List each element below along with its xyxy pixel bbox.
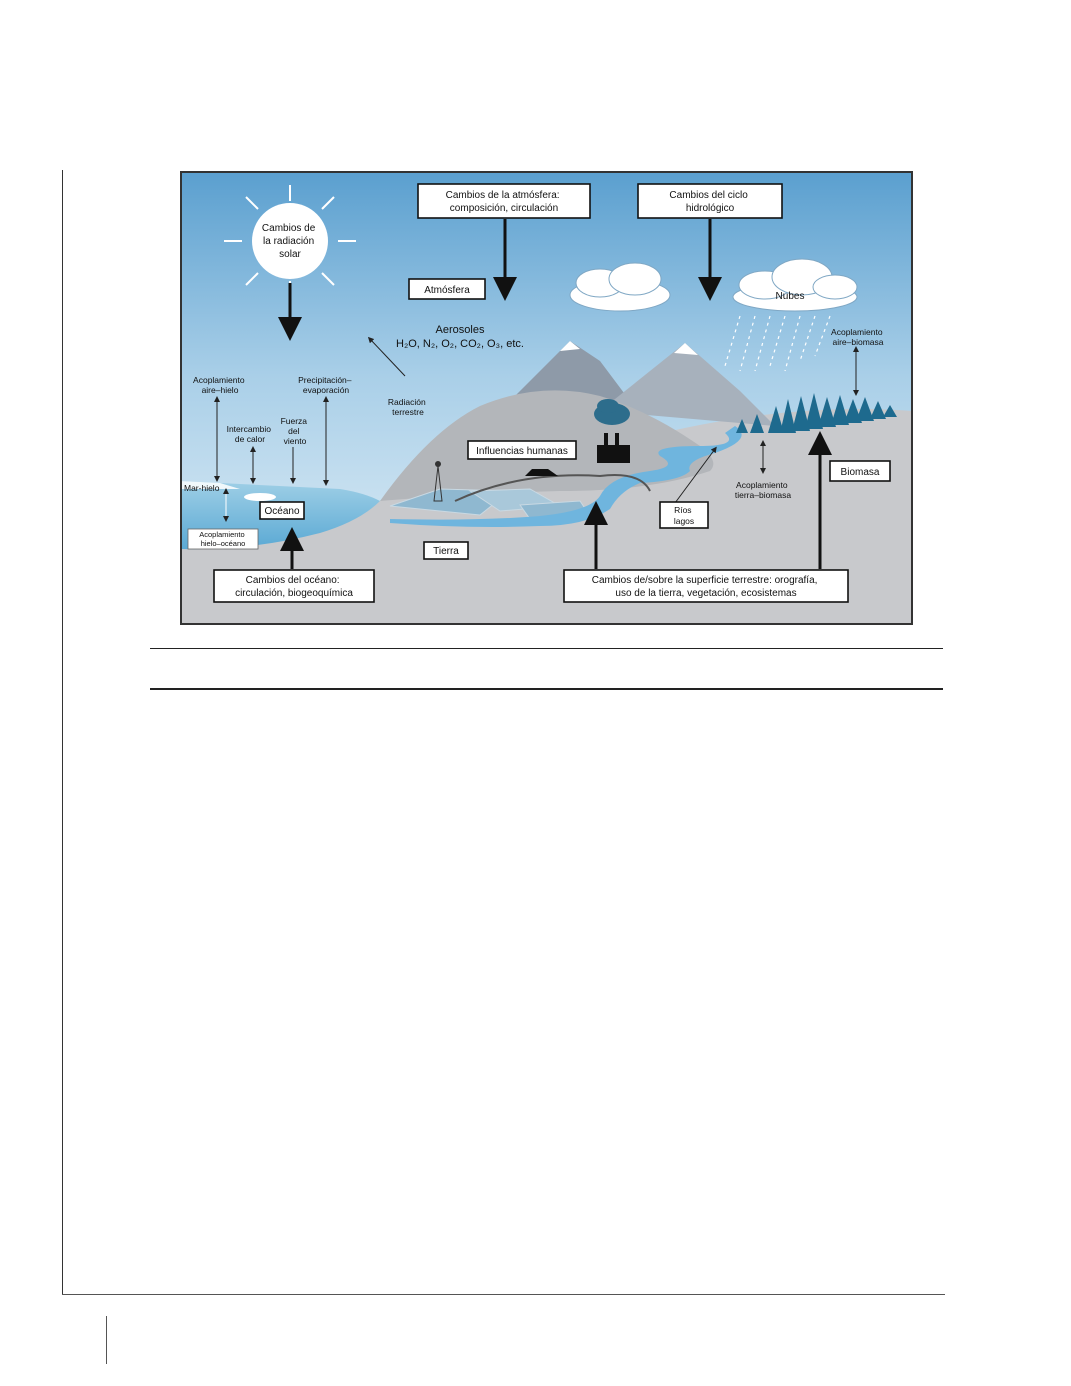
nubes-label: Nubes	[775, 291, 805, 302]
influencias-label: Influencias humanas	[476, 446, 568, 457]
bottom-margin-line	[62, 1294, 945, 1295]
caption-rule-top	[150, 648, 943, 649]
intercambio-label: Intercambio de calor	[226, 424, 272, 444]
caption-rule-bottom	[150, 688, 943, 690]
acop-aire-biomasa-label: Acoplamiento aire–biomasa	[831, 327, 884, 347]
factory-icon	[597, 445, 630, 463]
acop-tierra-biomasa-label: Acoplamiento tierra–biomasa	[734, 480, 792, 500]
radiacion-label: Radiación terrestre	[387, 397, 426, 417]
rios-label: Ríos lagos	[673, 505, 695, 526]
precip-label: Precipitación– evaporación	[298, 375, 352, 395]
oceano-label: Océano	[264, 506, 300, 517]
atmos-change-label: Cambios de la atmósfera: composición, circulación	[445, 190, 560, 214]
atmosfera-label: Atmósfera	[424, 285, 470, 296]
acop-aire-hielo-label: Acoplamiento aire–hielo	[193, 375, 245, 395]
hydro-change-label: Cambios del ciclo hidrológico	[669, 190, 748, 214]
gases-label: H₂O, N₂, O₂, CO₂, O₃, etc.	[396, 338, 524, 350]
acop-hielo-oceano-label: Acoplamiento hielo–océano	[199, 530, 246, 548]
fuerza-label: Fuerza del viento	[280, 416, 308, 446]
aerosoles-label: Aerosoles	[435, 324, 485, 336]
biomasa-label: Biomasa	[840, 467, 880, 478]
mar-hielo-label: Mar-hielo	[184, 483, 220, 493]
ice-floe	[244, 493, 276, 501]
surface-change-label: Cambios de/sobre la superficie terrestre: orografía, uso de la tierra, vegetación, ecosistemas	[591, 575, 818, 599]
tierra-label: Tierra	[433, 546, 459, 557]
left-margin-line	[62, 170, 63, 1295]
footer-vertical-line	[106, 1316, 107, 1364]
ocean-change-label: Cambios del océano: circulación, biogeoquímica	[235, 575, 353, 599]
climate-system-diagram	[180, 171, 913, 625]
solar-label: Cambios de la radiación solar	[261, 223, 316, 260]
